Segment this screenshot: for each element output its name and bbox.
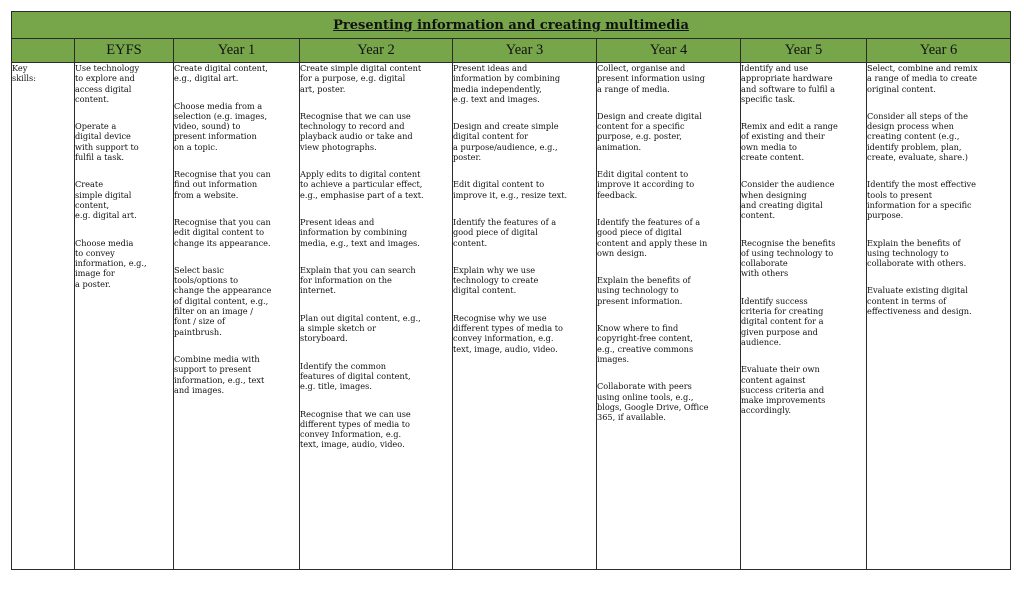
skill-item: Remix and edit a range of existing and their own media to create content. — [741, 121, 838, 163]
skill-item: Know where to find copyright-free content, e.g., creative commons images. — [597, 323, 694, 364]
skill-item: Combine media with support to present information, e.g., text and images. — [174, 353, 265, 395]
header-year-6: Year 6 — [867, 39, 1011, 63]
skill-item: Select, combine and remix a range of media to create original content. — [867, 63, 978, 94]
row-label-cell — [12, 63, 75, 570]
skill-item: Identify the common features of digital content, e.g. title, images. — [300, 360, 411, 392]
cell-eyfs — [75, 63, 174, 570]
cell-year-5 — [741, 63, 867, 570]
cell-year-6 — [867, 63, 1011, 570]
skill-item: Consider the audience when designing and creating digital content. — [741, 179, 835, 221]
skill-item: Consider all steps of the design process when creating content (e.g., identify problem, plan, create, evaluate, share.) — [867, 110, 968, 163]
skill-item: Plan out digital content, e.g., a simple sketch or storyboard. — [300, 312, 421, 344]
skill-item: Present ideas and information by combining media, e.g., text and images. — [300, 216, 420, 248]
skill-item: Collaborate with peers using online tools, e.g., blogs, Google Drive, Office 365, if available. — [597, 381, 709, 423]
header-year-4: Year 4 — [597, 39, 741, 63]
cell-year-3 — [453, 63, 597, 570]
skill-item: Explain why we use technology to create digital content. — [453, 264, 539, 296]
skill-item: Recognise that you can edit digital content to change its appearance. — [174, 216, 271, 248]
skill-item: Use technology to explore and access digital content. — [75, 63, 140, 104]
skill-item: Identify the features of a good piece of digital content and apply these in own design. — [597, 216, 708, 258]
skill-item: Explain that you can search for information on the internet. — [300, 264, 416, 296]
header-year-5: Year 5 — [741, 39, 867, 63]
skill-item: Create digital content, e.g., digital art. — [174, 63, 268, 84]
cell-year-4 — [597, 63, 741, 570]
header-corner — [12, 39, 75, 63]
skill-item: Edit digital content to improve it according to feedback. — [597, 169, 695, 200]
skill-item: Evaluate existing digital content in terms of effectiveness and design. — [867, 285, 972, 317]
skill-item: Create simple digital content, e.g. digital art. — [75, 179, 137, 221]
skill-item: Choose media from a selection (e.g. images, video, sound) to present information on a topic. — [174, 100, 268, 152]
cell-year-2 — [300, 63, 453, 570]
header-year-3: Year 3 — [453, 39, 597, 63]
skill-item: Identify success criteria for creating digital content for a given purpose and audience. — [741, 295, 824, 347]
skill-item: Identify and use appropriate hardware and software to fulfil a specific task. — [741, 63, 836, 104]
skill-item: Edit digital content to improve it, e.g., resize text. — [453, 179, 568, 200]
skill-item: Explain the benefits of using technology to present information. — [597, 275, 691, 306]
skill-item: Present ideas and information by combining media independently, e.g. text and images. — [453, 63, 561, 104]
skill-item: Apply edits to digital content to achieve a particular effect, e.g., emphasise part of a text. — [300, 169, 424, 200]
skill-item: Recognise the benefits of using technology to collaborate with others — [741, 237, 836, 279]
skill-item: Recognise that you can find out information from a website. — [174, 169, 271, 200]
header-year-1: Year 1 — [174, 39, 300, 63]
key-skills-row — [12, 63, 1011, 570]
skill-item: Operate a digital device with support to fulfil a task. — [75, 121, 139, 163]
header-eyfs: EYFS — [75, 39, 174, 63]
skill-item: Evaluate their own content against success criteria and make improvements accordingly. — [741, 364, 826, 416]
skill-item: Design and create digital content for a specific purpose, e.g. poster, animation. — [597, 110, 702, 152]
skill-item: Select basic tools/options to change the appearance of digital content, e.g., filter on an image / font / size of paintbrush. — [174, 264, 272, 337]
skill-item: Create simple digital content for a purpose, e.g. digital art, poster. — [300, 63, 422, 94]
skill-item: Identify the features of a good piece of digital content. — [453, 216, 557, 248]
skill-item: Design and create simple digital content for a purpose/audience, e.g., poster. — [453, 121, 559, 163]
header-row — [12, 39, 1011, 63]
title-row — [12, 12, 1011, 39]
skills-table — [11, 11, 1011, 570]
table-title: Presenting information and creating multimedia — [12, 12, 1011, 39]
skill-item: Choose media to convey information, e.g., image for a poster. — [75, 237, 147, 289]
skill-item: Recognise that we can use technology to record and playback audio or take and view photographs. — [300, 110, 413, 152]
skill-item: Collect, organise and present information using a range of media. — [597, 63, 705, 94]
skill-item: Recognise that we can use different types of media to convey Information, e.g. text, image, audio, video. — [300, 408, 411, 450]
header-year-2: Year 2 — [300, 39, 453, 63]
row-label: Key skills: — [12, 63, 36, 84]
skill-item: Recognise why we use different types of media to convey information, e.g. text, image, audio, video. — [453, 312, 563, 354]
cell-year-1 — [174, 63, 300, 570]
skill-item: Explain the benefits of using technology to collaborate with others. — [867, 237, 967, 269]
skill-item: Identify the most effective tools to present information for a specific purpose. — [867, 179, 977, 221]
